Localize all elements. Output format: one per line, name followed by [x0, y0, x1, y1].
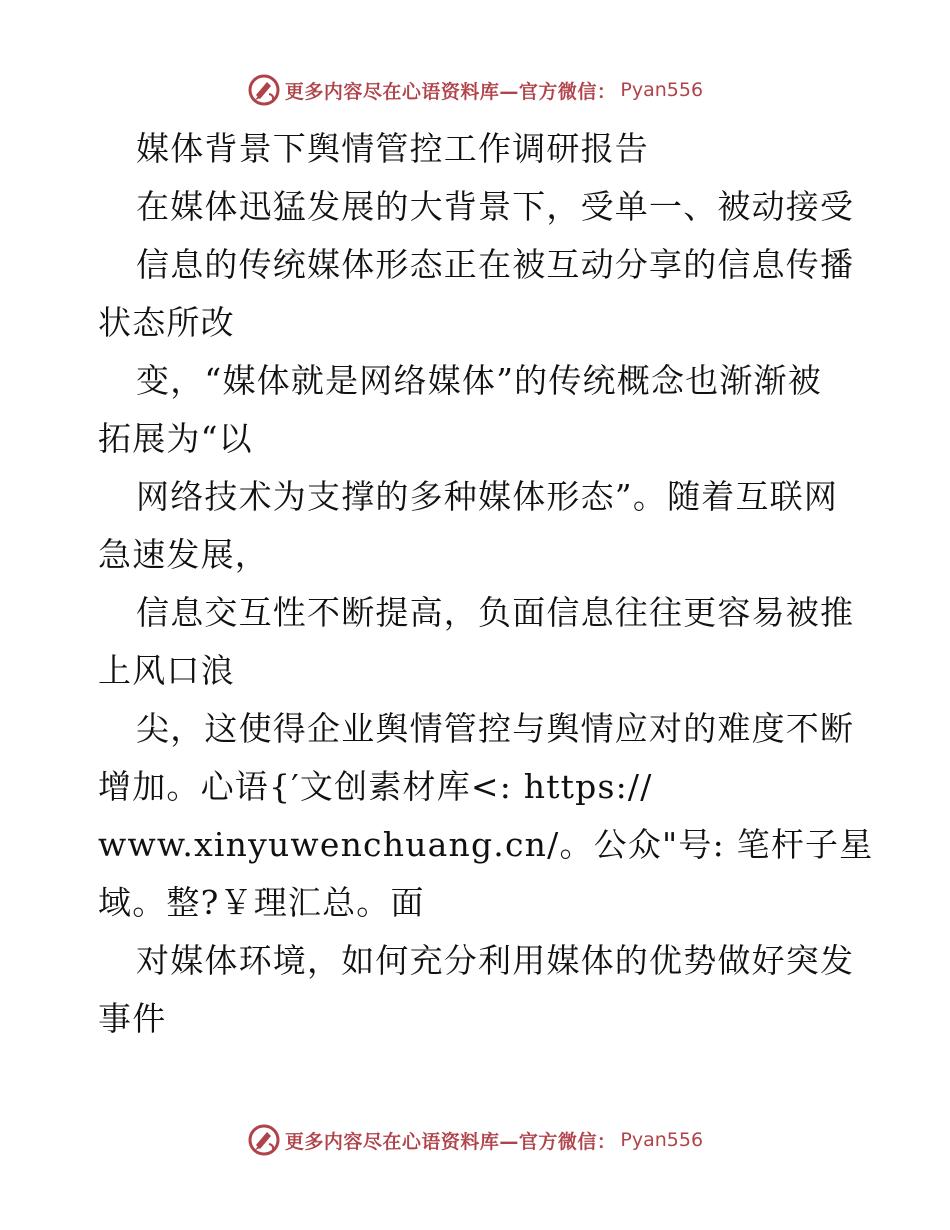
text-line: 事件: [98, 999, 167, 1038]
banner-text: 更多内容尽在心语资料库—官方微信：: [284, 1130, 617, 1153]
banner-wechat-id: Pyan556: [620, 1129, 704, 1151]
brand-logo-icon: [247, 1123, 281, 1157]
text-line: 信息交互性不断提高，负面信息往往更容易被推: [136, 593, 855, 632]
text-line: www.xinyuwenchuang.cn/。公众"号: 笔杆子星: [98, 825, 874, 864]
text-line: 拓展为“以: [98, 419, 253, 458]
text-line: 急速发展，: [98, 535, 269, 574]
text-line: 变，“媒体就是网络媒体”的传统概念也渐渐被: [136, 361, 822, 400]
text-line: 增加。心语{′文创素材库<: https://: [98, 767, 653, 806]
banner-wechat-id: Pyan556: [620, 79, 704, 101]
text-line: 对媒体环境，如何充分利用媒体的优势做好突发: [136, 941, 855, 980]
text-line: 域。整?￥理汇总。面: [98, 883, 425, 922]
text-line: 尖，这使得企业舆情管控与舆情应对的难度不断: [136, 709, 855, 748]
text-line: 在媒体迅猛发展的大背景下，受单一、被动接受: [136, 187, 855, 226]
text-line: 状态所改: [98, 303, 235, 342]
brand-logo-icon: [247, 73, 281, 107]
document-body: [98, 120, 874, 1048]
text-line: 媒体背景下舆情管控工作调研报告: [136, 129, 649, 168]
text-line: 网络技术为支撑的多种媒体形态”。随着互联网: [136, 477, 839, 516]
text-line: 信息的传统媒体形态正在被互动分享的信息传播: [136, 245, 855, 284]
banner-text: 更多内容尽在心语资料库—官方微信：: [284, 80, 617, 103]
text-line: 上风口浪: [98, 651, 235, 690]
footer-watermark-banner: [0, 1120, 950, 1160]
header-watermark-banner: [0, 70, 950, 110]
